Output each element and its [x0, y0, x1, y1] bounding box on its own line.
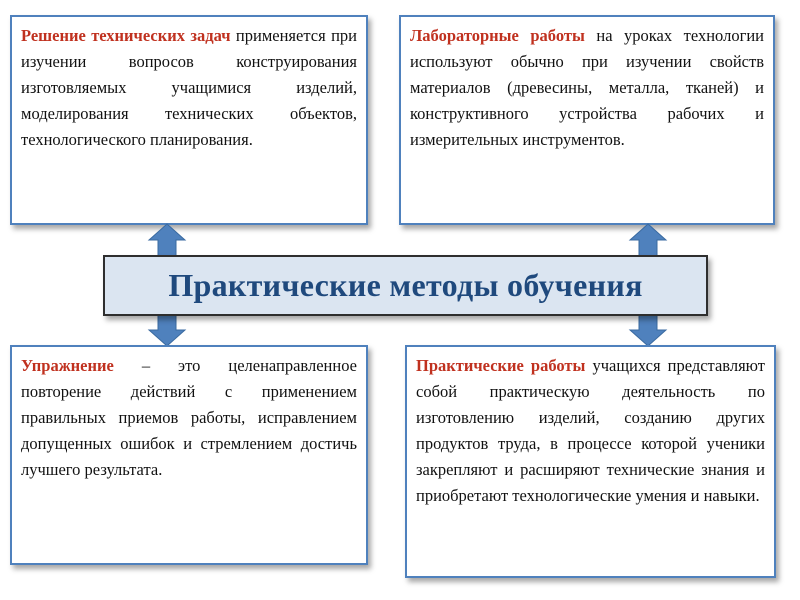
term-laboratory-works: Лабораторные работы: [410, 26, 585, 45]
box-laboratory-works: [399, 15, 775, 225]
arrow-down-icon: [147, 312, 187, 348]
center-title: Практические методы обучения: [103, 255, 708, 316]
box-exercise: [10, 345, 368, 565]
box-practical-works: [405, 345, 776, 578]
arrow-up-icon: [628, 222, 668, 258]
term-exercise: Упражнение: [21, 356, 114, 375]
text-technical-tasks: применяется при изучении вопросов конструирования изготовляемых учащимися изделий, моделирования технических объектов, технологического планирования.: [21, 26, 357, 149]
arrow-up-icon: [147, 222, 187, 258]
term-practical-works: Практические работы: [416, 356, 586, 375]
text-exercise: – это целенаправленное повторение действий с применением правильных приемов работы, исправлением допущенных ошибок и стремлением достичь лучшего результата.: [21, 356, 357, 479]
box-technical-tasks: [10, 15, 368, 225]
arrow-down-icon: [628, 312, 668, 348]
text-laboratory-works: на уроках технологии используют обычно при изучении свойств материалов (древесины, металла, тканей) и конструктивного устройства рабочих и измерительных инструментов.: [410, 26, 764, 149]
text-practical-works: учащихся представляют собой практическую деятельность по изготовлению изделий, созданию других продуктов труда, в процессе которой ученики закрепляют и расширяют технические знания и приобретают технологические умения и навыки.: [416, 356, 765, 505]
term-technical-tasks: Решение технических задач: [21, 26, 231, 45]
